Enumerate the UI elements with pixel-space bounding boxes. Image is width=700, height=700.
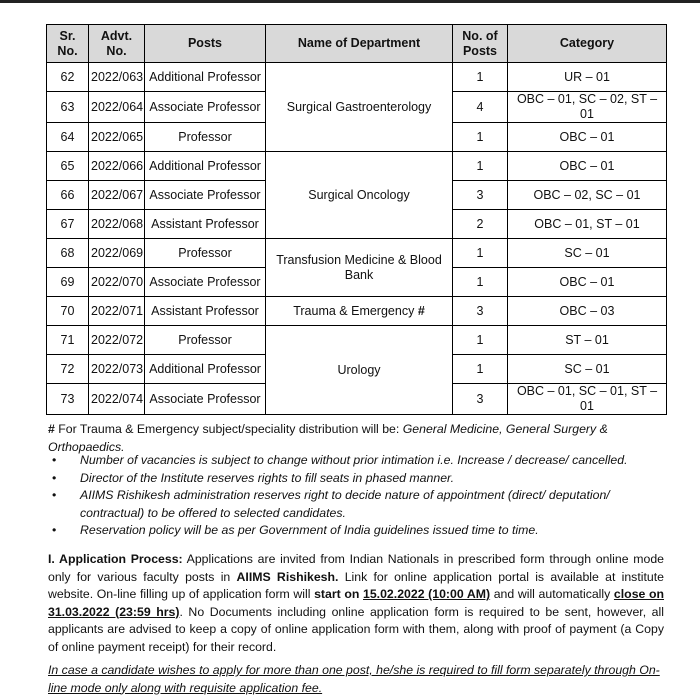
list-item [48,487,664,522]
header-department [266,25,453,63]
cell-post: Associate Professor [145,268,266,297]
cell-sr: 65 [47,152,89,181]
cell-sr: 71 [47,326,89,355]
cell-sr: 73 [47,384,89,415]
list-item [48,452,664,470]
cell-num-posts: 1 [453,63,508,92]
header-no-of-posts-text: No. of Posts [462,28,498,58]
cell-num-posts: 1 [453,152,508,181]
cell-post: Assistant Professor [145,297,266,326]
cell-advt: 2022/073 [89,355,145,384]
cell-num-posts: 1 [453,326,508,355]
cell-num-posts: 4 [453,92,508,123]
cell-num-posts: 1 [453,268,508,297]
application-process-heading: I. Application Process: [48,552,183,566]
department-trauma: Trauma & Emergency [293,303,415,318]
cell-advt: 2022/063 [89,63,145,92]
cell-advt: 2022/064 [89,92,145,123]
vacancy-table [46,24,667,415]
close-date: close on 31.03.2022 (23:59 hrs) [48,587,665,619]
cell-advt: 2022/072 [89,326,145,355]
cell-sr: 63 [47,92,89,123]
cell-post: Associate Professor [145,92,266,123]
institute-name: AIIMS Rishikesh. [236,569,339,584]
cell-category: SC – 01 [508,355,667,384]
cell-department: Surgical Oncology [266,152,453,239]
cell-num-posts: 1 [453,239,508,268]
list-item-text: Director of the Institute reserves rights to fill seats in phased manner. [80,470,455,485]
list-item-text: Number of vacancies is subject to change without prior intimation i.e. Increase / decrease/ cancelled. [80,453,628,467]
multiple-post-note: In case a candidate wishes to apply for more than one post, he/she is required to fill form separately through On-line mode only along with requisite application fee. [48,663,660,695]
cell-category: OBC – 03 [508,297,667,326]
start-label: start on [314,587,363,601]
header-sr-no-text: Sr. No. [57,28,78,58]
table-row [47,152,667,181]
cell-num-posts: 3 [453,384,508,415]
cell-post: Assistant Professor [145,210,266,239]
terms-list [48,452,664,540]
table-row [47,239,667,268]
header-advt-no [89,25,145,63]
trauma-hash-mark: # [417,303,425,318]
trauma-footnote [48,421,664,456]
cell-advt: 2022/074 [89,384,145,415]
cell-category: OBC – 01, ST – 01 [508,210,667,239]
header-posts-text: Posts [187,36,223,50]
table-row [47,63,667,92]
cell-num-posts: 1 [453,123,508,152]
cell-category: ST – 01 [508,326,667,355]
cell-department: Transfusion Medicine & Blood Bank [266,239,453,297]
table-row [47,326,667,355]
cell-num-posts: 3 [453,181,508,210]
application-text-3: and will automatically [490,587,614,601]
cell-advt: 2022/071 [89,297,145,326]
application-text-1: Applications are invited from Indian Nationals in prescribed form through online mode only for various faculty posts in [48,552,664,584]
cell-department: Surgical Gastroenterology [266,63,453,152]
cell-advt: 2022/070 [89,268,145,297]
table-header-row [47,25,667,63]
cell-post: Professor [145,239,266,268]
cell-sr: 67 [47,210,89,239]
cell-num-posts: 3 [453,297,508,326]
cell-sr: 62 [47,63,89,92]
cell-advt: 2022/069 [89,239,145,268]
cell-sr: 66 [47,181,89,210]
cell-category: OBC – 02, SC – 01 [508,181,667,210]
header-no-of-posts [453,25,508,63]
application-process-paragraph [48,551,664,656]
cell-advt: 2022/067 [89,181,145,210]
cell-sr: 69 [47,268,89,297]
header-category-text: Category [559,36,615,50]
start-date: 15.02.2022 (10:00 AM) [363,587,491,601]
cell-category: OBC – 01, SC – 02, ST – 01 [508,92,667,123]
list-item [48,522,664,540]
bullet-icon: • [52,470,57,485]
cell-post: Professor [145,326,266,355]
cell-post: Additional Professor [145,355,266,384]
cell-category: OBC – 01 [508,152,667,181]
header-category [508,25,667,63]
cell-category: SC – 01 [508,239,667,268]
table-row [47,297,667,326]
list-item-text: Reservation policy will be as per Government of India guidelines issued time to time. [80,523,539,538]
list-item-text: AIIMS Rishikesh administration reserves right to decide nature of appointment (direct/ deputation/ contractual) to be offered to selected candidates. [80,488,610,520]
cell-department: Urology [266,326,453,415]
cell-post: Associate Professor [145,181,266,210]
cell-advt: 2022/066 [89,152,145,181]
footnote-text: For Trauma & Emergency subject/speciality distribution will be: [54,422,403,436]
footnote-hash-mark: # [48,422,55,436]
cell-sr: 72 [47,355,89,384]
footnote-specialities: General Medicine, General Surgery & Orthopaedics. [48,422,608,454]
cell-category: OBC – 01 [508,268,667,297]
cell-advt: 2022/065 [89,123,145,152]
bullet-icon: • [52,523,57,538]
cell-department [266,297,453,326]
cell-sr: 70 [47,297,89,326]
application-text-4: . No Documents including online application form is required to be sent, however, all applicants are advised to keep a copy of online application form with them, along with proof of payment (a Copy of online payment receipt) for their record. [48,604,664,654]
cell-category: OBC – 01, SC – 01, ST – 01 [508,384,667,415]
bullet-icon: • [52,453,57,467]
list-item [48,470,664,488]
cell-post: Additional Professor [145,152,266,181]
cell-post: Professor [145,123,266,152]
cell-category: UR – 01 [508,63,667,92]
application-text-2: Link for online application portal is available at institute website. On-line filling up of application form will [48,569,664,601]
cell-sr: 68 [47,239,89,268]
header-department-text: Name of Department [297,36,421,50]
cell-num-posts: 2 [453,210,508,239]
cell-post: Associate Professor [145,384,266,415]
cell-sr: 64 [47,123,89,152]
header-posts [145,25,266,63]
bullet-icon: • [52,488,57,503]
cell-advt: 2022/068 [89,210,145,239]
cell-num-posts: 1 [453,355,508,384]
top-rule [0,0,700,3]
cell-post: Additional Professor [145,63,266,92]
cell-category: OBC – 01 [508,123,667,152]
header-advt-no-text: Advt. No. [100,28,133,58]
header-sr-no [47,25,89,63]
